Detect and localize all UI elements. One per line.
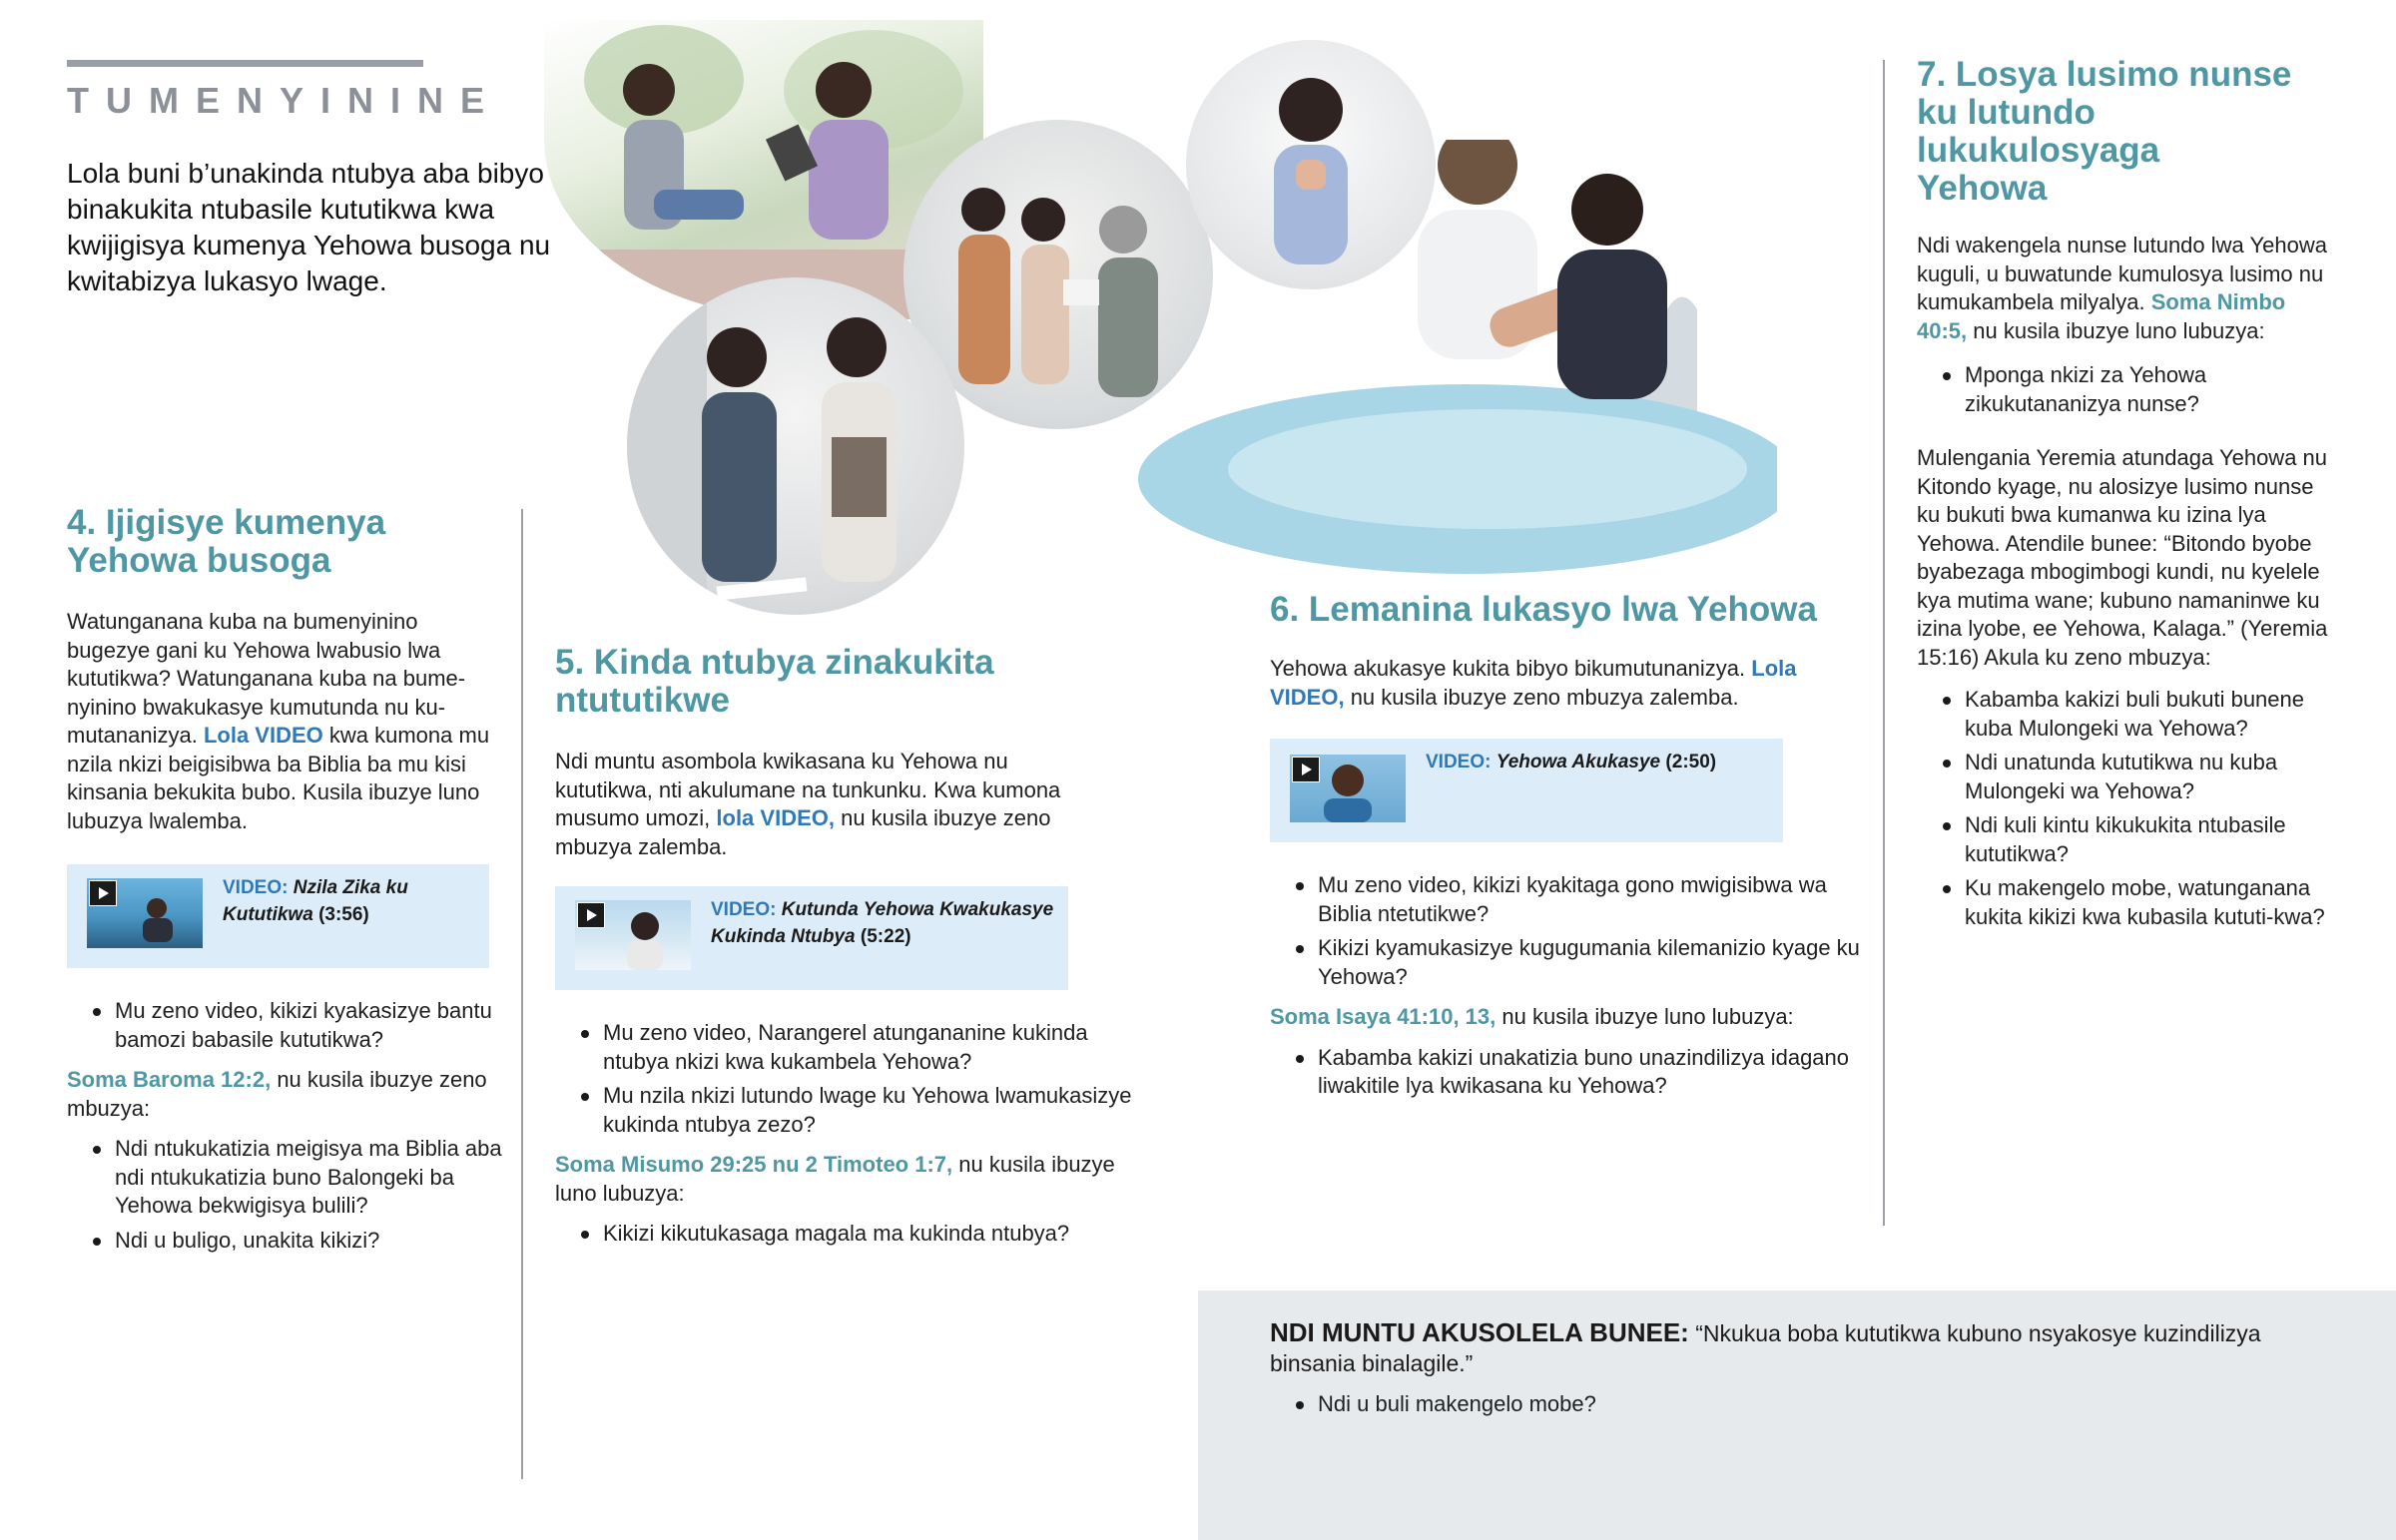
list-item: Ndi u buligo, unakita kikizi? [67,1227,506,1256]
section-4-bullets-1 [67,997,506,1054]
list-item: Mponga nkizi za Yehowa zikukutananizya nunse? [1917,361,2336,418]
section-6-bullets-2 [1270,1044,1869,1101]
list-item: Ndi unatunda kututikwa nu kuba Mulongeki wa Yehowa? [1917,749,2336,805]
list-item: Kikizi kyamukasizye kugugumania kilemanizio kyage ku Yehowa? [1270,934,1869,991]
kicker-title: TUMENYININE [67,80,502,121]
list-item: Mu zeno video, kikizi kyakasizye bantu bamozi babasile kututikwa? [67,997,506,1054]
section-4-questions [67,997,506,1261]
section-6 [1270,591,1869,712]
play-icon[interactable] [577,902,605,928]
section-4-title: 4. Ijigisye kumenya Yehowa busoga [67,503,386,580]
section-4-video-link[interactable]: Lola VIDEO [203,723,323,748]
play-icon[interactable] [89,880,117,906]
section-5-body: Ndi muntu asombola kwikasana ku Yehowa nu kututikwa, nti akulumane na tunkunku. Kwa kumona musumo umozi, lola VIDEO, nu kusila ibuzye zeno mbuzya zalemba. [555,749,1061,859]
section-4-body: Watunganana kuba na bumenyinino bugezye gani ku Yehowa lwabusio lwa kututikwa? Watunganana kuba na bume-nyinino bwakukasye kumutunda nu ku-mutananizya. Lola VIDEO kwa kumona mu nzila nkizi beigisibwa ba Biblia ba mu kisi kinsania bekukita bubo. Kusila ibuzye luno lubuzya lwalemba. [67,609,490,833]
section-7-scripture-ref[interactable]: Soma Nimbo 40:5, [1917,289,2286,343]
list-item: Mu zeno video, Narangerel atungananine kukinda ntubya nkizi kwa kukambela Yehowa? [555,1019,1134,1076]
section-5-video-link[interactable]: lola VIDEO, [716,805,835,830]
section-4-video-caption[interactable]: VIDEO: Nzila Zika ku Kututikwa (3:56) [223,877,408,925]
section-5-bullets-1 [555,1019,1134,1139]
section-5-video-card[interactable] [555,886,1068,990]
illustration-baptism [1088,140,1777,579]
section-7-body-1: Ndi wakengela nunse lutundo lwa Yehowa kuguli, u buwatunde kumulosya lusimo nu kumukambela milyalya. Soma Nimbo 40:5, nu kusila ibuzye luno lubuzya: [1917,233,2327,343]
list-item: Mu zeno video, kikizi kyakitaga gono mwigisibwa wa Biblia ntetutikwe? [1270,871,1869,928]
section-7-bullets-2 [1917,686,2336,931]
list-item: Kabamba kakizi unakatizia buno unazindilizya idagano liwakitile lya kwikasana ku Yehowa? [1270,1044,1869,1101]
section-6-scripture-ref[interactable]: Soma Isaya 41:10, 13, [1270,1004,1497,1029]
section-6-video-caption[interactable]: VIDEO: Yehowa Akukasye (2:50) [1426,752,1717,772]
section-6-questions [1270,871,1869,1107]
section-6-body: Yehowa akukasye kukita bibyo bikumutunanizya. Lola VIDEO, nu kusila ibuzye zeno mbuzya zalemba. [1270,656,1797,710]
section-5-title: 5. Kinda ntubya zinakukita ntututikwe [555,643,994,720]
section-6-bullets-1 [1270,871,1869,991]
objection-bullets [1270,1390,2328,1419]
section-5 [555,644,1114,861]
intro-text: Lola buni b’unakinda ntubya aba bibyo binakukita ntubasile kututikwa kwa kwijigisya kumenya Yehowa busoga nu kwitabizya lukasyo lwage. [67,158,551,296]
section-5-questions [555,1019,1134,1255]
section-4-video-thumbnail[interactable] [87,878,203,948]
column-divider [1883,60,1885,1226]
section-5-video-caption[interactable]: VIDEO: Kutunda Yehowa Kwakukasye Kukinda Ntubya (5:22) [711,899,1054,947]
section-7 [1917,56,2336,937]
section-6-scripture: Soma Isaya 41:10, 13, nu kusila ibuzye luno lubuzya: [1270,1004,1794,1029]
section-6-title: 6. Lemanina lukasyo lwa Yehowa [1270,590,1817,629]
section-7-bullets-1 [1917,361,2336,418]
section-6-video-link[interactable]: Lola VIDEO, [1270,656,1797,710]
list-item: Ndi u buli makengelo mobe? [1270,1390,2328,1419]
list-item: Ndi kuli kintu kikukukita ntubasile kututikwa? [1917,811,2336,868]
objection-label: NDI MUNTU AKUSOLELA BUNEE: [1270,1317,1689,1347]
section-5-scripture: Soma Misumo 29:25 nu 2 Timoteo 1:7, nu kusila ibuzye luno lubuzya: [555,1152,1115,1206]
list-item: Ndi ntukukatizia meigisya ma Biblia aba ndi ntukukatizia buno Balongeki ba Yehowa bekwigisya bulili? [67,1135,506,1221]
illustration-workplace-circle [627,277,964,615]
section-6-video-card[interactable] [1270,739,1783,842]
list-item: Mu nzila nkizi lutundo lwage ku Yehowa lwamukasizye kukinda ntubya zezo? [555,1082,1134,1139]
section-5-scripture-ref[interactable]: Soma Misumo 29:25 nu 2 Timoteo 1:7, [555,1152,953,1177]
section-4 [67,504,491,835]
section-4-bullets-2 [67,1135,506,1255]
play-icon[interactable] [1292,757,1320,782]
section-4-scripture-ref[interactable]: Soma Baroma 12:2, [67,1067,272,1092]
objection-quote: “Nkukua boba kututikwa kubuno nsyakosye kuzindilizya binsania binalagile.” [1270,1320,2261,1376]
list-item: Kikizi kikutukasaga magala ma kukinda ntubya? [555,1220,1134,1249]
section-5-bullets-2 [555,1220,1134,1249]
list-item: Ku makengelo mobe, watunganana kukita kikizi kwa kubasila kututi-kwa? [1917,874,2336,931]
section-5-video-thumbnail[interactable] [575,900,691,970]
section-4-scripture: Soma Baroma 12:2, nu kusila ibuzye zeno mbuzya: [67,1067,487,1121]
objection-text [1270,1317,2328,1425]
section-7-body-2: Mulengania Yeremia atundaga Yehowa nu Kitondo kyage, nu alosizye lusimo nunse ku bukuti bwa kumanwa ku izina lya Yehowa. Atendile bunee: “Bitondo byobe byabezaga mbogimbogi kundi, nu kyelele kya mutima wane; kubuno namaninwe ku izina lyobe, ee Yehowa, Kalaga.” (Yeremia 15:16) Akula ku zeno mbuzya: [1917,445,2328,670]
section-6-video-thumbnail[interactable] [1290,755,1406,822]
column-divider [521,509,523,1479]
kicker-rule [67,60,423,67]
section-4-video-card[interactable] [67,864,489,968]
section-7-title: 7. Losya lusimo nunse ku lutundo lukukulosyaga Yehowa [1917,55,2292,208]
list-item: Kabamba kakizi buli bukuti bunene kuba Mulongeki wa Yehowa? [1917,686,2336,743]
